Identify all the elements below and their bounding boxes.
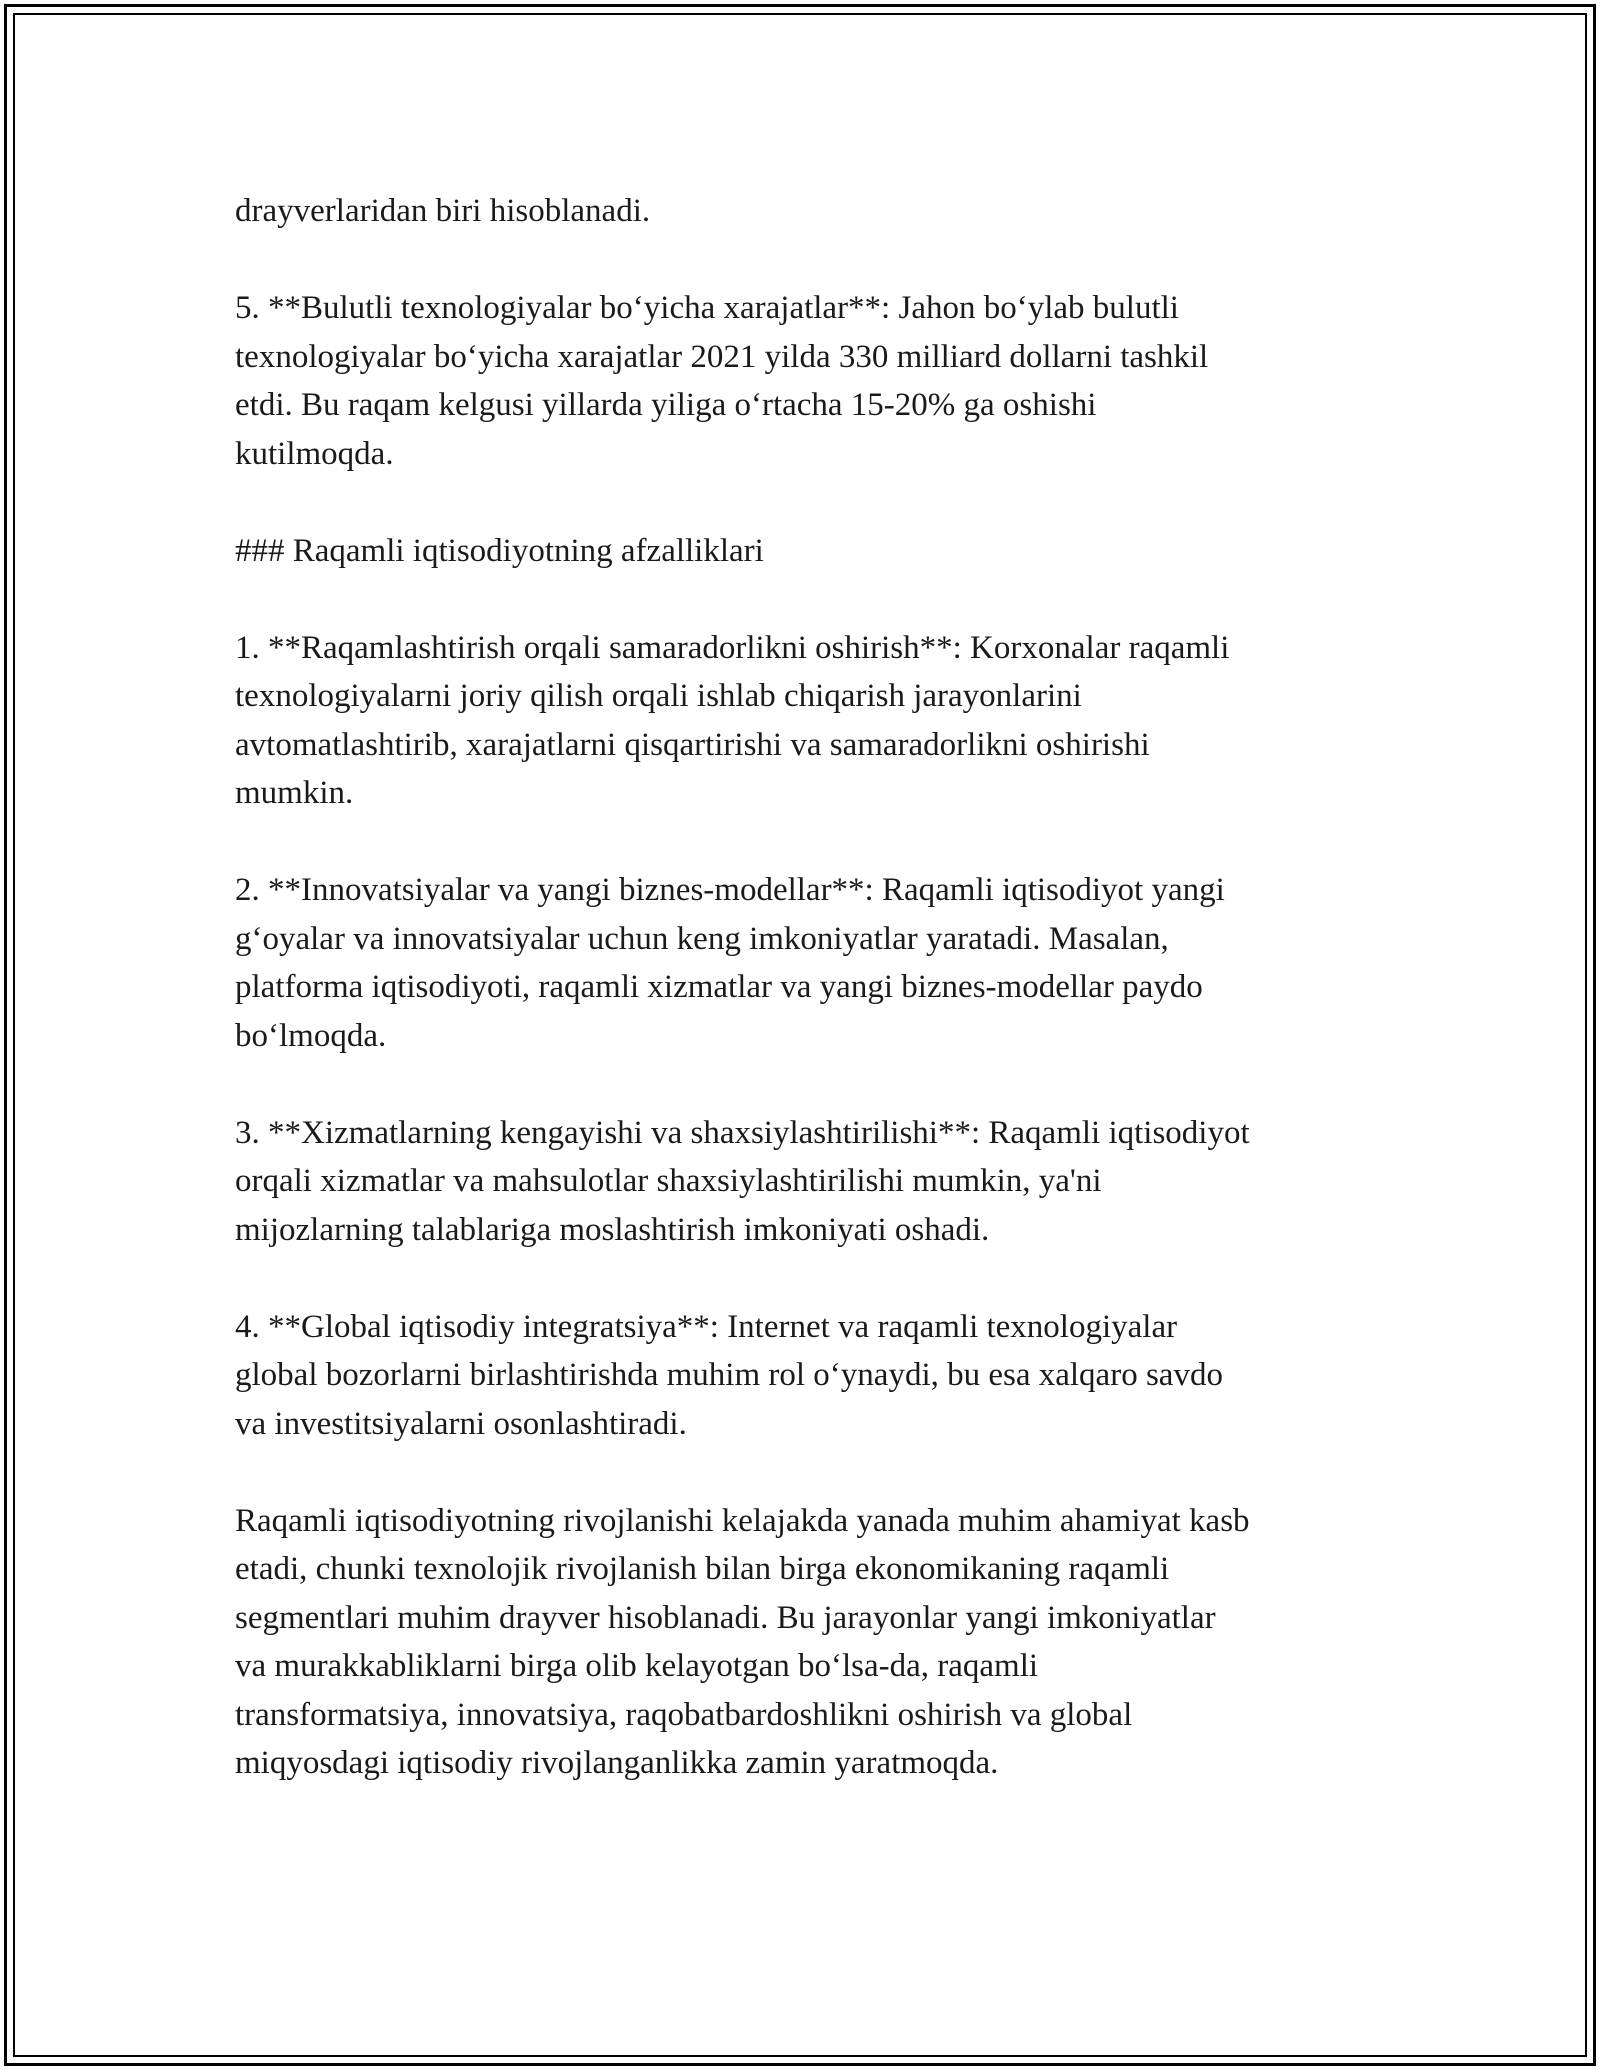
paragraph-continuation: drayverlaridan biri hisoblanadi. [235,193,651,229]
list-item-1-efficiency: 1. **Raqamlashtirish orqali samaradorlikni oshirish**: Korxonalar raqamli texnologiyalarni joriy qilish orqali ishlab chiqarish jarayonlarini avtomatlashtirib, xarajatlarni qisqartirishi va samaradorlikni oshirishi mumkin. [235,629,1230,811]
list-item-5-cloud-spending: 5. **Bulutli texnologiyalar bo‘yicha xarajatlar**: Jahon bo‘ylab bulutli texnologiyalar bo‘yicha xarajatlar 2021 yilda 330 milliard dollarni tashkil etdi. Bu raqam kelgusi yillarda yiliga o‘rtacha 15-20% ga oshishi kutilmoqda. [235,290,1209,472]
conclusion-paragraph: Raqamli iqtisodiyotning rivojlanishi kelajakda yanada muhim ahamiyat kasb etadi, chunki texnolojik rivojlanish bilan birga ekonomikaning raqamli segmentlari muhim drayver hisoblanadi. Bu jarayonlar yangi imkoniyatlar va murakkabliklarni birga olib kelayotgan bo‘lsa-da, raqamli transformatsiya, innovatsiya, raqobatbardoshlikni oshirish va global miqyosdagi iqtisodiy rivojlanganlikka zamin yaratmoqda. [235,1502,1250,1781]
list-item-2-innovation: 2. **Innovatsiyalar va yangi biznes-modellar**: Raqamli iqtisodiyot yangi g‘oyalar va innovatsiyalar uchun keng imkoniyatlar yaratadi. Masalan, platforma iqtisodiyoti, raqamli xizmatlar va yangi biznes-modellar paydo bo‘lmoqda. [235,872,1225,1054]
document-body [235,187,1385,1836]
section-heading: ### Raqamli iqtisodiyotning afzalliklari [235,532,764,569]
list-item-3-personalization: 3. **Xizmatlarning kengayishi va shaxsiylashtirilishi**: Raqamli iqtisodiyot orqali xizmatlar va mahsulotlar shaxsiylashtirilishi mumkin, ya'ni mijozlarning talablariga moslashtirish imkoniyati oshadi. [235,1114,1250,1248]
list-item-4-integration: 4. **Global iqtisodiy integratsiya**: Internet va raqamli texnologiyalar global bozorlarni birlashtirishda muhim rol o‘ynaydi, bu esa xalqaro savdo va investitsiyalarni osonlashtiradi. [235,1308,1223,1442]
